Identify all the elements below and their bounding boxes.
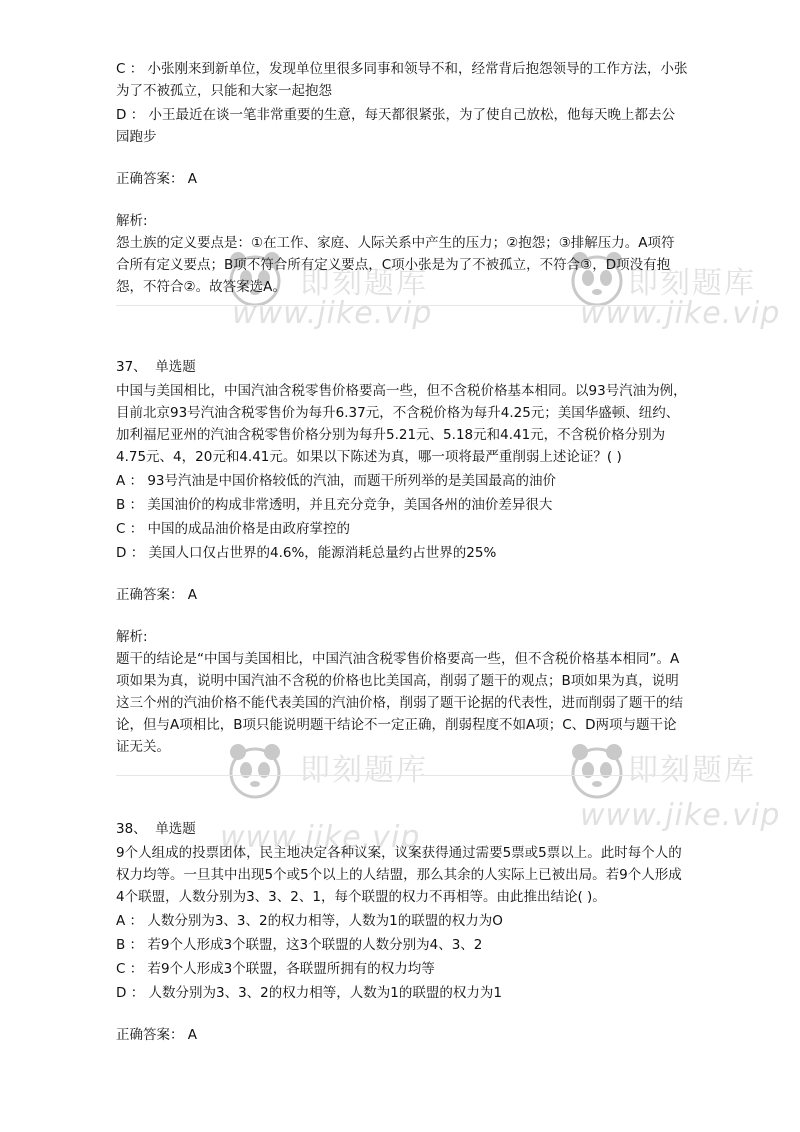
watermark-url-right: www.jike.vip xyxy=(580,296,781,331)
question-36-tail xyxy=(116,58,688,298)
question-stem: 中国与美国相比，中国汽油含税零售价格要高一些，但不含税价格基本相同。以93号汽油为例，目前北京93号汽油含税零售价为每升6.37元，不含税价格为每升4.25元；美国华盛顿、纽约、加利福尼亚州的汽油含税零售价格分别为每升5.21元、5.18元和4.41元，不含税价格分别为4.75元、4，20元和4.41元。如果以下陈述为真，哪一项将最严重削弱上述论证？( ) xyxy=(116,383,687,465)
watermark-brand-lower: 即刻题库 xyxy=(300,753,428,788)
watermark-url-lower: www.jike.vip xyxy=(220,820,421,855)
question-header: 37、 单选题 xyxy=(116,359,196,375)
analysis-title: 解析: xyxy=(116,213,148,229)
analysis-title: 解析: xyxy=(116,629,148,645)
watermark-brand-right: 即刻题库 xyxy=(628,266,756,301)
watermark-url-lower-right: www.jike.vip xyxy=(580,798,781,833)
option-a: A ： 人数分别为3、3、2的权力相等，人数为1的联盟的权力为O xyxy=(116,913,503,929)
correct-answer: 正确答案： A xyxy=(116,587,198,603)
option-b: B ： 美国油价的构成非常透明，并且充分竞争，美国各州的油价差异很大 xyxy=(116,497,553,513)
option-d: D ： 小王最近在谈一笔非常重要的生意，每天都很紧张，为了使自己放松，他每天晚上都去公园跑步 xyxy=(116,107,675,145)
correct-answer: 正确答案： A xyxy=(116,171,198,187)
option-c: C ： 中国的成品油价格是由政府掌控的 xyxy=(116,521,351,537)
watermark-url: www.jike.vip xyxy=(232,296,433,331)
analysis-text: 怨土族的定义要点是：①在工作、家庭、人际关系中产生的压力；②抱怨；③排解压力。A项符合所有定义要点；B项不符合所有定义要点，C项小张是为了不被孤立，不符合③，D项没有抱怨，不符合②。故答案选A。 xyxy=(116,235,675,295)
watermark-brand: 即刻题库 xyxy=(300,266,428,301)
question-stem: 9个人组成的投票团体，民主地决定各种议案，议案获得通过需要5票或5票以上。此时每个人的权力均等。一旦其中出现5个或5个以上的人结盟，那么其余的人实际上已被出局。若9个人形成4个联盟，人数分别为3、3、2、1，每个联盟的权力不再相等。由此推出结论( )。 xyxy=(116,845,682,905)
option-a: A ： 93号汽油是中国价格较低的汽油，而题干所列举的是美国最高的油价 xyxy=(116,473,557,489)
correct-answer: 正确答案： A xyxy=(116,1027,198,1043)
option-c: C ： 若9个人形成3个联盟，各联盟所拥有的权力均等 xyxy=(116,961,435,977)
analysis-text: 题干的结论是“中国与美国相比，中国汽油含税零售价格要高一些，但不含税价格基本相同”。A项如果为真，说明中国汽油不含税的价格也比美国高，削弱了题干的观点；B项如果为真，说明这三个州的汽油价格不能代表美国的汽油价格，削弱了题干论据的代表性，进而削弱了题干的结论，但与A项相比，B项只能说明题干结论不一定正确，削弱程度不如A项；C、D两项与题干论证无关。 xyxy=(116,651,683,755)
document-page xyxy=(116,56,688,1046)
option-c: C ： 小张刚来到新单位，发现单位里很多同事和领导不和，经常背后抱怨领导的工作方法，小张为了不被孤立，只能和大家一起抱怨 xyxy=(116,61,688,99)
question-header: 38、 单选题 xyxy=(116,821,196,837)
option-d: D ： 人数分别为3、3、2的权力相等，人数为1的联盟的权力为1 xyxy=(116,985,502,1001)
option-d: D ： 美国人口仅占世界的4.6%，能源消耗总量约占世界的25% xyxy=(116,545,497,561)
option-b: B ： 若9个人形成3个联盟，这3个联盟的人数分别为4、3、2 xyxy=(116,937,483,953)
question-38 xyxy=(116,818,688,1046)
watermark-brand-lower-right: 即刻题库 xyxy=(628,753,756,788)
question-37 xyxy=(116,356,688,758)
